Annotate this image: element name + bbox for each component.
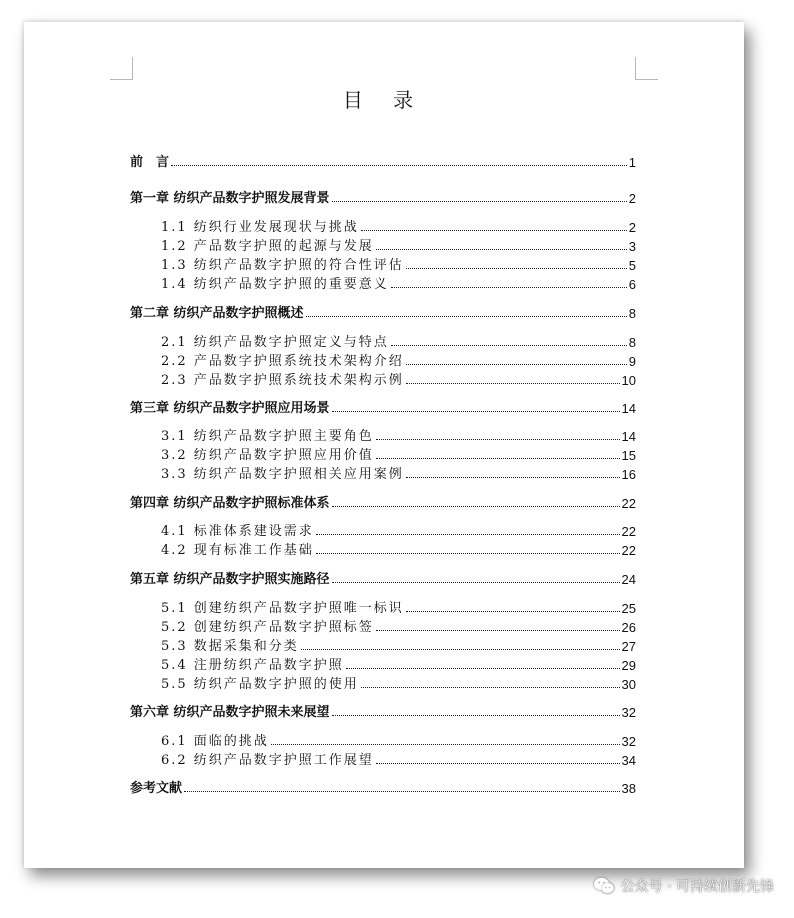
dot-leader: [332, 410, 620, 412]
toc-entry-label: 第一章 纺织产品数字护照发展背景: [130, 191, 330, 206]
toc-page-number: 2: [628, 220, 636, 235]
toc-entry-label: 2.2 产品数字护照系统技术架构介绍: [161, 354, 404, 369]
toc-section-entry[interactable]: [130, 368, 636, 388]
toc-page-number: 34: [621, 753, 636, 768]
toc-entry-label: 第五章 纺织产品数字护照实施路径: [130, 572, 330, 587]
dot-leader: [184, 790, 620, 792]
toc-entry-label: 4.1 标准体系建设需求: [161, 524, 314, 539]
dot-leader: [391, 344, 627, 346]
toc-entry-label: 5.2 创建纺织产品数字护照标签: [161, 620, 374, 635]
dot-leader: [301, 648, 620, 650]
dot-leader: [316, 533, 620, 535]
wechat-icon: [593, 876, 615, 896]
toc-entry-label: 5.4 注册纺织产品数字护照: [161, 658, 344, 673]
toc-section-entry[interactable]: [130, 519, 636, 539]
dot-leader: [391, 286, 627, 288]
toc-page-number: 1: [628, 155, 636, 170]
watermark: [593, 872, 774, 900]
toc-section-entry[interactable]: [130, 215, 636, 235]
toc-section-entry[interactable]: [130, 615, 636, 635]
toc-entry-label: 1.1 纺织行业发展现状与挑战: [161, 220, 359, 235]
toc-page-number: 10: [621, 373, 636, 388]
toc-chapter-entry[interactable]: [130, 700, 636, 720]
dot-leader: [376, 629, 620, 631]
toc-chapter-entry[interactable]: [130, 186, 636, 206]
toc-section-entry[interactable]: [130, 330, 636, 350]
toc-entry-label: 4.2 现有标准工作基础: [161, 543, 314, 558]
toc-entry-label: 2.1 纺织产品数字护照定义与特点: [161, 335, 389, 350]
toc-section-entry[interactable]: [130, 596, 636, 616]
toc-section-entry[interactable]: [130, 634, 636, 654]
toc-entry-label: 6.1 面临的挑战: [161, 734, 269, 749]
toc-page-number: 22: [621, 496, 636, 511]
toc-chapter-entry[interactable]: [130, 567, 636, 587]
toc-section-entry[interactable]: [130, 729, 636, 749]
toc-section-entry[interactable]: [130, 672, 636, 692]
dot-leader: [332, 505, 620, 507]
toc-entry-label: 参考文献: [130, 781, 183, 796]
margin-corner-mark: [110, 57, 133, 80]
dot-leader: [376, 248, 627, 250]
toc-page-number: 29: [621, 658, 636, 673]
toc-section-entry[interactable]: [130, 748, 636, 768]
toc-entry-label: 5.3 数据采集和分类: [161, 639, 299, 654]
dot-leader: [376, 438, 620, 440]
toc-chapter-entry[interactable]: [130, 491, 636, 511]
dot-leader: [406, 267, 627, 269]
dot-leader: [406, 382, 620, 384]
toc-page-number: 6: [628, 277, 636, 292]
toc-entry-label: 前 言: [130, 155, 170, 170]
toc-chapter-entry[interactable]: [130, 396, 636, 416]
toc-entry-label: 第四章 纺织产品数字护照标准体系: [130, 496, 330, 511]
toc-page-number: 24: [621, 572, 636, 587]
toc-page-number: 8: [628, 335, 636, 350]
toc-entry-label: 3.1 纺织产品数字护照主要角色: [161, 429, 374, 444]
toc-page-number: 27: [621, 639, 636, 654]
toc-page-number: 2: [628, 191, 636, 206]
toc-page-number: 25: [621, 601, 636, 616]
dot-leader: [271, 743, 620, 745]
dot-leader: [406, 363, 627, 365]
toc-entry-label: 2.3 产品数字护照系统技术架构示例: [161, 373, 404, 388]
toc-page-number: 30: [621, 677, 636, 692]
document-page: [24, 22, 744, 868]
toc-entry-label: 5.5 纺织产品数字护照的使用: [161, 677, 359, 692]
dot-leader: [346, 667, 620, 669]
dot-leader: [376, 457, 620, 459]
toc-page-number: 32: [621, 705, 636, 720]
toc-section-entry[interactable]: [130, 349, 636, 369]
watermark-text: 公众号 · 可持续创新先锋: [620, 879, 774, 895]
toc-section-entry[interactable]: [130, 272, 636, 292]
toc-page-number: 3: [628, 239, 636, 254]
toc-section-entry[interactable]: [130, 653, 636, 673]
toc-title: 目 录: [342, 88, 426, 112]
toc-entry-label: 第二章 纺织产品数字护照概述: [130, 306, 304, 321]
toc-page-number: 15: [621, 448, 636, 463]
toc-page-number: 8: [628, 306, 636, 321]
toc-entry-label: 3.3 纺织产品数字护照相关应用案例: [161, 467, 404, 482]
toc-entry-label: 3.2 纺织产品数字护照应用价值: [161, 448, 374, 463]
dot-leader: [361, 686, 620, 688]
toc-entry-label: 5.1 创建纺织产品数字护照唯一标识: [161, 601, 404, 616]
toc-section-entry[interactable]: [130, 234, 636, 254]
toc-section-entry[interactable]: [130, 424, 636, 444]
dot-leader: [406, 610, 620, 612]
toc-page-number: 22: [621, 543, 636, 558]
toc-section-entry[interactable]: [130, 253, 636, 273]
toc-entry-label: 1.2 产品数字护照的起源与发展: [161, 239, 374, 254]
toc-entry-label: 1.4 纺织产品数字护照的重要意义: [161, 277, 389, 292]
toc-chapter-entry[interactable]: [130, 301, 636, 321]
toc-section-entry[interactable]: [130, 538, 636, 558]
toc-page-number: 16: [621, 467, 636, 482]
dot-leader: [332, 200, 627, 202]
dot-leader: [316, 552, 620, 554]
toc-chapter-entry[interactable]: [130, 150, 636, 170]
dot-leader: [306, 315, 627, 317]
toc-section-entry[interactable]: [130, 462, 636, 482]
toc-entry-label: 第六章 纺织产品数字护照未来展望: [130, 705, 330, 720]
toc-page-number: 14: [621, 401, 636, 416]
toc-page-number: 26: [621, 620, 636, 635]
toc-page-number: 5: [628, 258, 636, 273]
toc-section-entry[interactable]: [130, 443, 636, 463]
toc-entry-label: 1.3 纺织产品数字护照的符合性评估: [161, 258, 404, 273]
toc-page-number: 14: [621, 429, 636, 444]
dot-leader: [332, 581, 620, 583]
toc-page-number: 9: [628, 354, 636, 369]
toc-page-number: 38: [621, 781, 636, 796]
dot-leader: [376, 762, 620, 764]
toc-entry-label: 第三章 纺织产品数字护照应用场景: [130, 401, 330, 416]
dot-leader: [406, 476, 620, 478]
dot-leader: [171, 164, 627, 166]
toc-chapter-entry[interactable]: [130, 776, 636, 796]
toc-page-number: 32: [621, 734, 636, 749]
toc-entry-label: 6.2 纺织产品数字护照工作展望: [161, 753, 374, 768]
dot-leader: [361, 229, 627, 231]
toc-page-number: 22: [621, 524, 636, 539]
dot-leader: [332, 714, 620, 716]
margin-corner-mark: [635, 57, 658, 80]
